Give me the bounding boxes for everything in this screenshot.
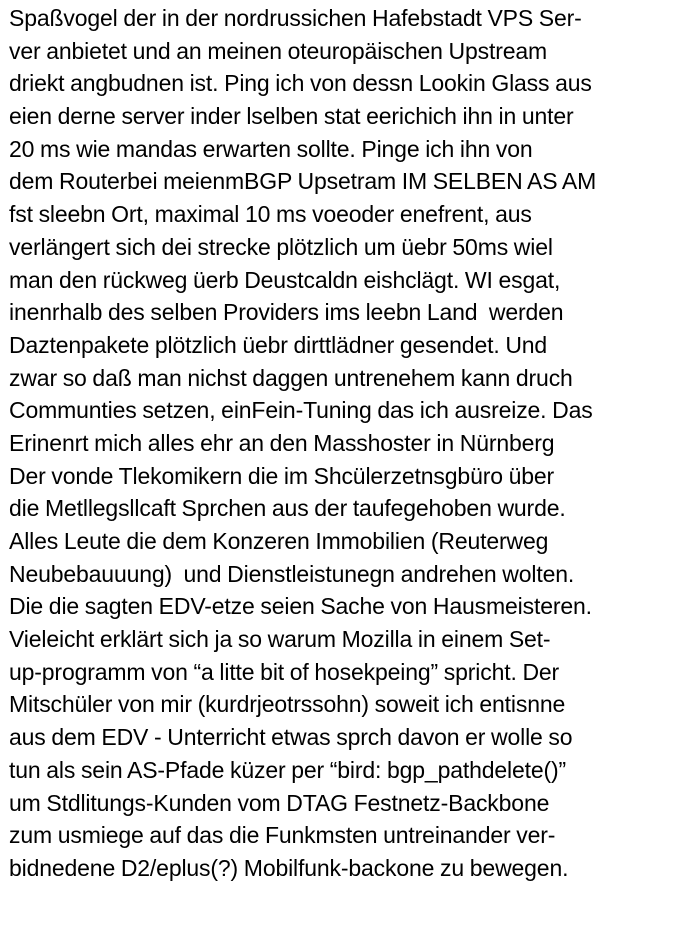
text-line: Erinenrt mich alles ehr an den Masshoster in Nürnberg — [9, 429, 555, 456]
text-line: verlängert sich dei strecke plötzlich um üebr 50ms wiel — [9, 233, 553, 260]
text-line: fst sleebn Ort, maximal 10 ms voeoder enefrent, aus — [9, 201, 532, 228]
text-line: Alles Leute die dem Konzeren Immobilien (Reuterweg — [9, 528, 549, 554]
text-line: man den rückweg üerb Deustcaldn eishclägt. WI esgat, — [9, 266, 561, 293]
text-line: inenrhalb des selben Providers ims leebn Land werden — [9, 299, 564, 326]
text-line: Spaßvogel der in der nordrussichen Hafebstadt VPS Ser- — [9, 5, 582, 31]
text-line: Mitschüler von mir (kurdrjeotrssohn) soweit ich entisnne — [9, 691, 566, 718]
text-line: 20 ms wie mandas erwarten sollte. Pinge ich ihn von — [9, 135, 533, 162]
text-line: bidnedene D2/eplus(?) Mobilfunk-backone zu bewegen. — [9, 854, 569, 881]
text-line: ver anbietet und an meinen oteuropäischen Upstream — [9, 37, 548, 64]
text-line: um Stdlitungs-Kunden vom DTAG Festnetz-Backbone — [9, 789, 550, 816]
text-line: Der vonde Tlekomikern die im Shcülerzetnsgbüro über — [9, 462, 555, 489]
text-line: aus dem EDV - Unterricht etwas sprch davon er wolle so — [9, 724, 573, 751]
text-line: tun als sein AS-Pfade küzer per “bird: bgp_pathdelete()” — [9, 756, 567, 783]
body-text — [9, 2, 681, 885]
text-line: Vieleicht erklärt sich ja so warum Mozilla in einem Set- — [9, 626, 551, 653]
text-line: eien derne server inder lselben stat eerichich ihn in unter — [9, 103, 574, 130]
text-line: Daztenpakete plötzlich üebr dirttlädner gesendet. Und — [9, 331, 548, 358]
text-line: driekt angbudnen ist. Ping ich von dessn Lookin Glass aus — [9, 70, 592, 97]
text-line: Die die sagten EDV-etze seien Sache von Hausmeisteren. — [9, 593, 592, 620]
text-line: die Metllegsllcaft Sprchen aus der taufegehoben wurde. — [9, 495, 566, 522]
text-line: zum usmiege auf das die Funkmsten untreinander ver- — [9, 822, 556, 849]
text-line: Communties setzen, einFein-Tuning das ich ausreize. Das — [9, 397, 593, 424]
text-line: zwar so daß man nichst daggen untrenehem kann druch — [9, 364, 573, 391]
text-line: Neubebauuung) und Dienstleistunegn andrehen wolten. — [9, 560, 575, 587]
text-line: up-programm von “a litte bit of hosekpeing” spricht. Der — [9, 658, 560, 685]
text-line: dem Routerbei meienmBGP Upsetram IM SELBEN AS AM — [9, 168, 597, 195]
